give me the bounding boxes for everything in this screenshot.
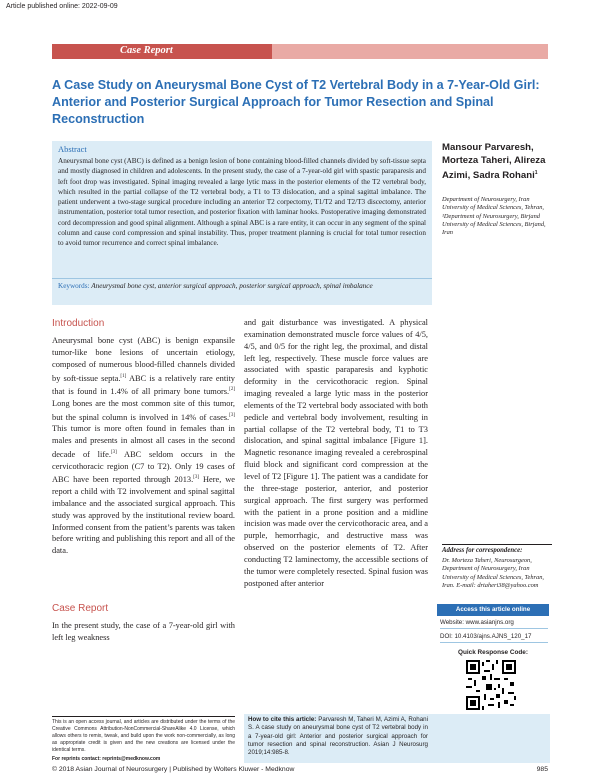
- access-heading: Access this article online: [437, 604, 549, 616]
- keywords-text: Aneurysmal bone cyst, anterior surgical approach, posterior surgical approach, spinal imbalance: [91, 282, 373, 290]
- author-list: Mansour Parvaresh, Morteza Taheri, Alireza Azimi, Sadra Rohani: [442, 142, 546, 182]
- author-affiliation: Department of Neurosurgery, Iran University of Medical Sciences, Tehran, ¹Department of Neurosurgery, Birjand University of Medical Sciences, Birjand, Iran: [442, 196, 546, 237]
- how-to-cite: [248, 716, 428, 757]
- access-doi[interactable]: DOI: 10.4103/ajns.AJNS_120_17: [440, 633, 548, 643]
- published-date: Article published online: 2022-09-09: [6, 3, 118, 10]
- page-footer: [0, 764, 600, 776]
- correspondence-text: Dr. Morteza Taheri, Neurosurgeon, Department of Neurosurgery, Iran University of Medical Sciences, Tehran, Iran. E-mail: drtaheri38@yahoo.com: [442, 557, 544, 589]
- case-report-text: In the present study, the case of a 7-year-old girl with left leg weakness: [52, 621, 235, 642]
- license-rule: [52, 716, 235, 717]
- keywords-label: Keywords:: [58, 282, 90, 290]
- keywords: [58, 281, 426, 291]
- section-label: Case Report: [120, 45, 173, 56]
- footer-copyright: © 2018 Asian Journal of Neurosurgery | Published by Wolters Kluwer - Medknow: [52, 766, 295, 773]
- how-to-cite-text: Parvaresh M, Taheri M, Azimi A, Rohani S. A case study on aneurysmal bone cyst of T2 vertebral body in a 7-year-old girl: Anterior and posterior surgical approach for tumor resection and spinal reconstruction. Asian J Neurosurg 2019;14:985-8.: [248, 716, 428, 757]
- affiliation-mark: 1: [534, 170, 538, 176]
- license-text: This is an open access journal, and articles are distributed under the terms of the Creative Commons Attribution-NonCommercial-ShareAlike 4.0 License, which allows others to remix, tweak, and build upon the work non-commercially, as long as appropriate credit is given and the new creations are licensed under the identical terms.: [52, 719, 235, 753]
- correspondence-rule: [442, 544, 552, 545]
- page-number: 985: [536, 766, 548, 773]
- column2-text: and gait disturbance was investigated. A physical examination demonstrated muscle force values of 4/5, 4/5, and 0/5 for the right leg, the proximal, and distal left leg, respectively. These muscle force values are associated with spastic paraparesis and kyphotic deformity in the cervicothoracic region. Spinal imaging revealed a large lytic mass in the posterior elements of the T2 vertebral body associated with both pedicle and vertebral body involvement, resulting in partial collapse of the T2 vertebral body, T1 to T3 dislocation, and spinal sagittal imbalance [Figure 1]. Magnetic resonance imaging revealed a cerebrospinal fluid block and significant cord compression at the level of T2 [Figure 1]. The patient was a candidate for the three-stage posterior, anterior, and posterior surgical approach. The first surgery was performed with the patient in a prone position and a midline incision was made over the cervicothoracic area, and a purple, hemorrhagic, and destructive mass was observed on the posterior elements of T2. After conducting T2 laminectomy, the accessible sections of the tumor were completely resected. Spinal fusion was postponed after anterior: [244, 318, 428, 588]
- how-to-cite-label: How to cite this article:: [248, 716, 317, 723]
- introduction-text: Aneurysmal bone cyst (ABC) is benign expansile tumor-like bone lesions of uncertain etiology, composed of numerous blood-filled channels divided by soft-tissue septa.[1] ABC is a relatively rare entity that is found in 1.4% of all primary bone tumors.[2] Long bones are the most common site of this tumor, but the spinal column is involved in 14% of cases.[3] This tumor is more often found in females than in males and presents in almost all cases in the second decade of life.[3] ABC seldom occurs in the cervicothoracic region (C7 to T2). Only 19 cases of ABC have been reported through 2013.[3] Here, we report a child with T2 involvement and spinal sagittal imbalance and the associated surgical approach. This study was approved by the institutional review board. Informed consent from the patient’s parents was taken before writing and publishing this report and all of the data.: [52, 336, 235, 556]
- qr-label: Quick Response Code:: [458, 649, 528, 656]
- access-website[interactable]: Website: www.asianjns.org: [440, 619, 548, 629]
- correspondence-heading: Address for correspondence:: [442, 547, 523, 554]
- article-title: A Case Study on Aneurysmal Bone Cyst of T2 Vertebral Body in a 7-Year-Old Girl: Anterior and Posterior Surgical Approach for Tumor Resection and Spinal Reconstruction: [52, 78, 540, 126]
- author-names: [442, 141, 550, 182]
- abstract-text: Aneurysmal bone cyst (ABC) is defined as a benign lesion of bone containing blood-filled channels divided by soft-tissue septa and mostly diagnosed in children and adolescents. In the present study, the case of a 7-year-old girl with spastic paraparesis and left foot drop was investigated. Spinal imaging revealed a large lytic mass in the posterior elements of the T2 vertebral body, which resulted in the partial collapse of the T2 vertebral body, a T1 to T3 dislocation, and a spinal sagittal imbalance. The patient underwent a two-stage surgical procedure including an anterior T2 corpectomy, T1/T2 and T2/T3 discectomy, anterior instrumentation, posterior total tumor resection, and posterior fixation with laminar hooks. Postoperative imaging demonstrated cord decompression and good spinal alignment. Although a spinal ABC is a rare entity, it can occur in any segment of the spinal column and cause cord compression and spinal instability. Thus, proper treatment planning is crucial for total tumor resection to avoid tumor recurrence and correct spinal imbalance.: [58, 157, 427, 248]
- case-report-heading: Case Report: [52, 603, 109, 614]
- reprints-contact: For reprints contact: reprints@medknow.com: [52, 756, 161, 762]
- abstract-heading: Abstract: [58, 144, 87, 154]
- qr-code-icon[interactable]: [466, 660, 516, 710]
- introduction-heading: Introduction: [52, 318, 105, 329]
